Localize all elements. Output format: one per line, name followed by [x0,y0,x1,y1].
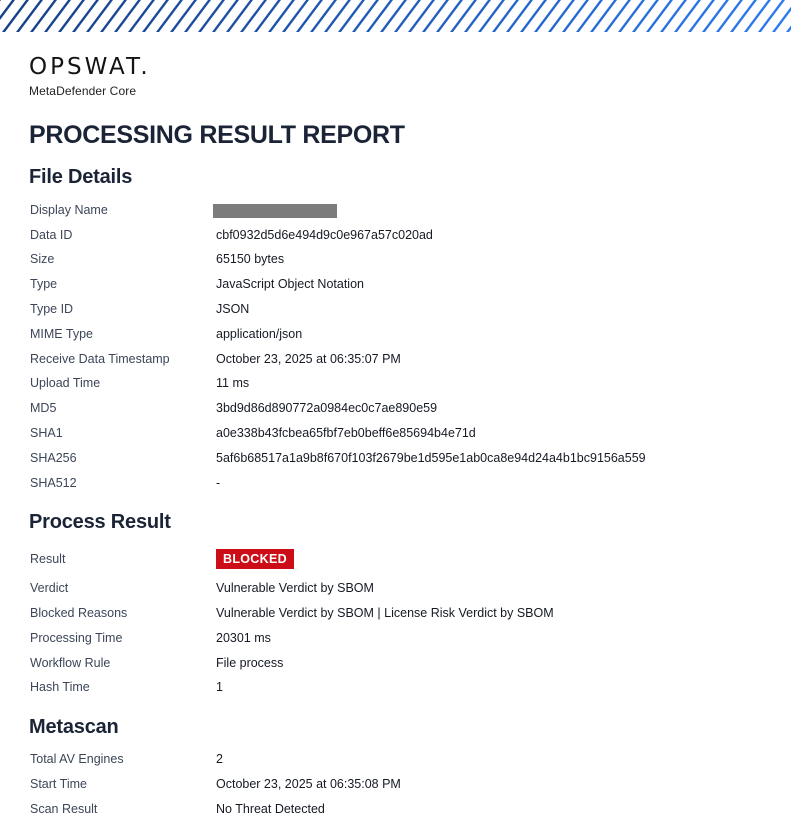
metascan-row-total-engines [30,749,770,769]
file-details-heading: File Details [29,166,133,188]
result-row-workflow-rule [30,653,770,673]
process-result-heading: Process Result [29,511,171,533]
detail-value-redacted [216,200,337,220]
detail-row-sha256 [30,448,770,468]
stripe [506,0,533,32]
detail-value: application/json [216,327,303,341]
stripe [520,0,547,32]
stripe [366,0,393,32]
stripe [716,0,743,32]
stripe [100,0,127,32]
stripe [450,0,477,32]
detail-label: Type ID [30,302,74,316]
logo-wordmark: OPSWAT. [29,54,151,80]
stripe [772,0,791,32]
stripe [72,0,99,32]
detail-value: 20301 ms [216,631,271,645]
detail-row-sha512 [30,473,770,493]
stripe [632,0,659,32]
detail-label: SHA256 [30,451,77,465]
stripe [576,0,603,32]
detail-value: 11 ms [216,376,250,390]
header-stripe-band [0,0,791,32]
stripe [282,0,309,32]
stripe [702,0,729,32]
detail-row-receive-timestamp [30,349,770,369]
detail-value: 2 [216,752,223,766]
result-row-blocked-reasons [30,603,770,623]
blocked-status-badge: BLOCKED [216,549,294,569]
stripe [548,0,575,32]
stripe [408,0,435,32]
stripe [324,0,351,32]
detail-value: 1 [216,680,223,694]
result-value [216,549,294,569]
stripe [240,0,267,32]
detail-value: cbf0932d5d6e494d9c0e967a57c020ad [216,228,433,242]
stripe [618,0,645,32]
detail-row-display-name [30,200,770,220]
result-row-processing-time [30,628,770,648]
detail-row-upload-time [30,373,770,393]
stripe [674,0,701,32]
stripe [310,0,337,32]
stripe [758,0,785,32]
detail-row-type [30,274,770,294]
stripe [464,0,491,32]
stripe [730,0,757,32]
detail-row-data-id [30,225,770,245]
detail-label: Blocked Reasons [30,606,128,620]
stripe [86,0,113,32]
metascan-row-scan-result [30,799,770,819]
detail-value: October 23, 2025 at 06:35:07 PM [216,352,401,366]
stripe [394,0,421,32]
detail-label: Total AV Engines [30,752,124,766]
detail-label: Verdict [30,581,69,595]
result-row-verdict [30,578,770,598]
detail-value: File process [216,656,284,670]
redaction-bar [213,204,337,218]
stripe [744,0,771,32]
detail-value: a0e338b43fcbea65fbf7eb0beff6e85694b4e71d [216,426,476,440]
detail-value: 5af6b68517a1a9b8f670f103f2679be1d595e1ab0ca8e94d24a4b1bc9156a559 [216,451,646,465]
stripe [254,0,281,32]
stripe [296,0,323,32]
metascan-heading: Metascan [29,716,119,738]
stripe [478,0,505,32]
stripe [226,0,253,32]
stripe [436,0,463,32]
detail-label: Hash Time [30,680,90,694]
stripe [184,0,211,32]
detail-value: 3bd9d86d890772a0984ec0c7ae890e59 [216,401,438,415]
stripe [380,0,407,32]
metascan-row-start-time [30,774,770,794]
stripe [590,0,617,32]
detail-row-type-id [30,299,770,319]
stripe [198,0,225,32]
stripe [212,0,239,32]
detail-value: Vulnerable Verdict by SBOM [216,581,374,595]
stripe [352,0,379,32]
stripe [660,0,687,32]
stripe [688,0,715,32]
detail-label: Display Name [30,203,108,217]
stripe [30,0,57,32]
detail-label: Receive Data Timestamp [30,352,170,366]
detail-label: Size [30,252,55,266]
detail-value: - [216,476,221,490]
detail-label: SHA1 [30,426,63,440]
result-row-hash-time [30,677,770,697]
stripe [44,0,71,32]
stripe [2,0,29,32]
stripe [422,0,449,32]
detail-label: MIME Type [30,327,93,341]
detail-row-sha1 [30,423,770,443]
stripe [604,0,631,32]
stripe [16,0,43,32]
stripe [492,0,519,32]
stripe [156,0,183,32]
detail-label: Start Time [30,777,87,791]
stripe [170,0,197,32]
detail-label: Type [30,277,58,291]
detail-value: JavaScript Object Notation [216,277,364,291]
detail-value: No Threat Detected [216,802,325,816]
stripe [58,0,85,32]
result-row [30,549,770,569]
detail-value: JSON [216,302,250,316]
report-title: PROCESSING RESULT REPORT [29,121,405,149]
detail-row-size [30,249,770,269]
stripe-pattern [0,0,791,32]
stripe [128,0,155,32]
detail-value: 65150 bytes [216,252,285,266]
detail-label: Data ID [30,228,73,242]
detail-label: Upload Time [30,376,101,390]
detail-label: Processing Time [30,631,123,645]
stripe [646,0,673,32]
detail-label: SHA512 [30,476,77,490]
stripe [534,0,561,32]
stripe [268,0,295,32]
opswat-logo [29,55,151,98]
detail-label: Workflow Rule [30,656,111,670]
detail-row-md5 [30,398,770,418]
logo-product-name: MetaDefender Core [29,84,137,98]
stripe [338,0,365,32]
detail-row-mime-type [30,324,770,344]
stripe [142,0,169,32]
stripe [114,0,141,32]
detail-label: Scan Result [30,802,98,816]
detail-label: MD5 [30,401,57,415]
stripe [562,0,589,32]
result-label: Result [30,552,66,566]
detail-value: Vulnerable Verdict by SBOM | License Risk Verdict by SBOM [216,606,554,620]
detail-value: October 23, 2025 at 06:35:08 PM [216,777,401,791]
